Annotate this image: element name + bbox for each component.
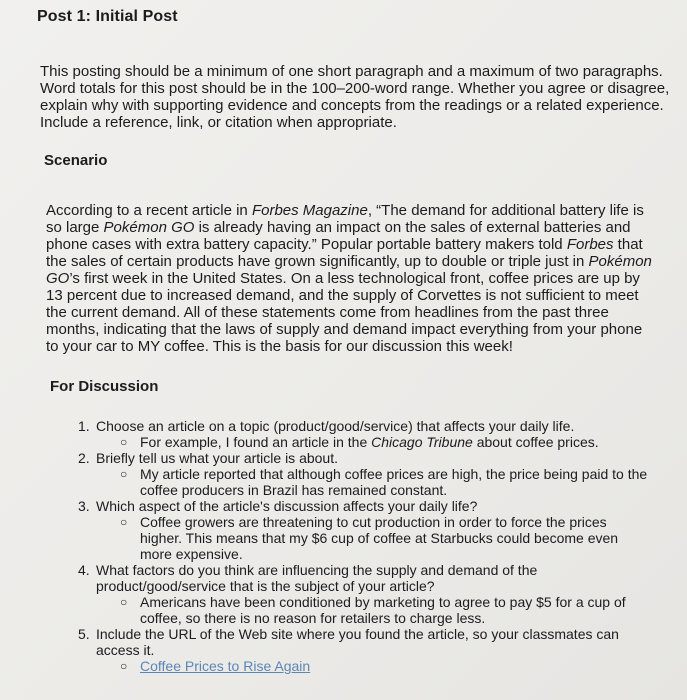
- item-number: 3.: [78, 498, 90, 514]
- sub-item-text: My article reported that although coffee prices are high, the price being paid to the coffee producers in Brazil has remained constant.: [140, 466, 648, 498]
- item-text: What factors do you think are influencing the supply and demand of the product/good/service that is the subject of your article?: [96, 562, 538, 594]
- chicago-tribune: Chicago Tribune: [371, 434, 473, 450]
- scenario-pokemon-go: Pokémon GO: [103, 219, 195, 236]
- bullet-icon: ○: [120, 595, 128, 609]
- list-item: [78, 498, 648, 562]
- bullet-icon: ○: [120, 515, 128, 529]
- scenario-text: is already having an impact on the sales of external batteries and phone cases with extra battery capacity.” Popular portable battery makers told: [46, 219, 631, 253]
- item-text: Include the URL of the Web site where you found the article, so your classmates can access it.: [96, 626, 619, 658]
- scenario-pokemon-go: Pokémon GO: [46, 253, 652, 287]
- bullet-icon: ○: [120, 435, 128, 449]
- item-number: 4.: [78, 562, 90, 578]
- scenario-heading: Scenario: [44, 152, 108, 169]
- bullet-icon: ○: [120, 659, 128, 673]
- bullet-icon: ○: [120, 467, 128, 481]
- article-link[interactable]: Coffee Prices to Rise Again: [140, 658, 311, 674]
- scenario-paragraph: [46, 202, 658, 355]
- sub-item: [120, 658, 648, 674]
- item-text: Choose an article on a topic (product/good/service) that affects your daily life.: [96, 418, 575, 434]
- list-item: [78, 450, 648, 498]
- scenario-text: that the sales of certain products have grown significantly, up to double or triple just in: [46, 236, 643, 270]
- item-number: 5.: [78, 626, 90, 642]
- item-number: 2.: [78, 450, 90, 466]
- sub-item: [120, 434, 648, 450]
- discussion-list: [78, 418, 648, 674]
- scenario-forbes: Forbes: [566, 236, 614, 253]
- list-item: [78, 562, 648, 626]
- intro-paragraph: This posting should be a minimum of one short paragraph and a maximum of two paragraphs. Word totals for this post should be in the 100–200-word range. Whether you agree or disagree, explain why with supporting evidence and concepts from the readings or a related experience. Include a reference, link, or citation when appropriate.: [40, 63, 670, 131]
- discussion-heading: For Discussion: [50, 378, 159, 395]
- sub-item: [120, 466, 648, 498]
- list-item: [78, 418, 648, 450]
- scenario-forbes-magazine: Forbes Magazine: [251, 202, 368, 219]
- post-title: Post 1: Initial Post: [37, 8, 178, 25]
- scenario-text: , “The demand for additional battery life is so large: [46, 202, 644, 236]
- sub-item-text: Americans have been conditioned by marketing to agree to pay $5 for a cup of coffee, so there is no reason for retailers to charge less.: [140, 594, 626, 626]
- scenario-text: ’s first week in the United States. On a less technological front, coffee prices are up by 13 percent due to increased demand, and the supply of Corvettes is not sufficient to meet the current demand. All of these statements come from headlines from the past three months, indicating that the laws of supply and demand impact everything from your phone to your car to MY coffee. This is the basis for our discussion this week!: [46, 270, 643, 355]
- item-text: Which aspect of the article's discussion affects your daily life?: [96, 498, 478, 514]
- list-item: [78, 626, 648, 674]
- sub-item: [120, 514, 648, 562]
- sub-item-text: Coffee growers are threatening to cut production in order to force the prices higher. This means that my $6 cup of coffee at Starbucks could become even more expensive.: [140, 514, 619, 562]
- sub-item: [120, 594, 648, 626]
- item-text: Briefly tell us what your article is about.: [96, 450, 338, 466]
- scenario-text: According to a recent article in: [46, 202, 252, 219]
- item-number: 1.: [78, 418, 90, 434]
- sub-item-text: For example, I found an article in the Chicago Tribune about coffee prices.: [140, 434, 599, 450]
